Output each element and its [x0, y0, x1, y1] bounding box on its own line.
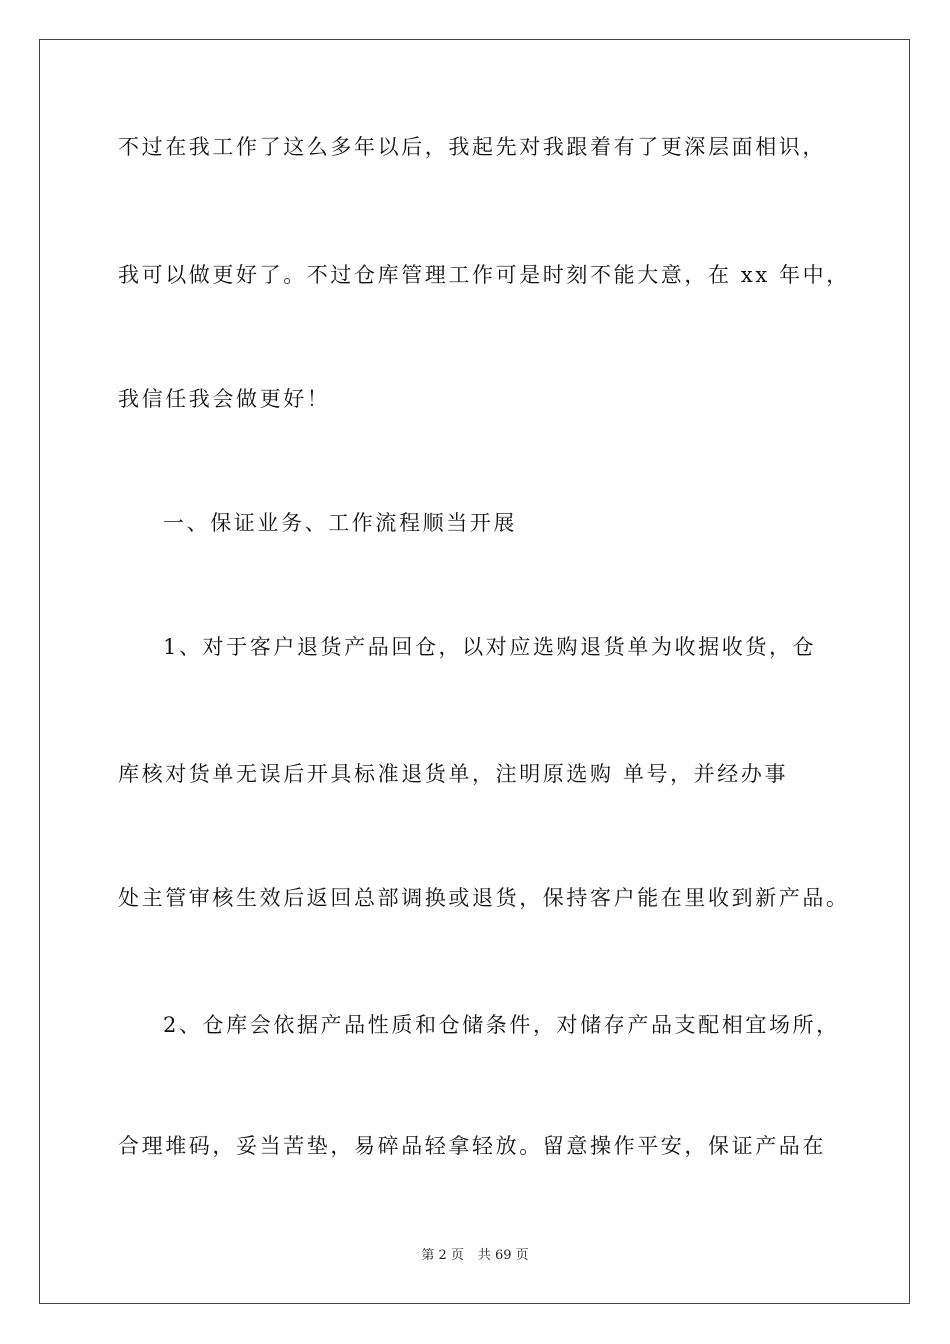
page-border — [39, 39, 910, 1304]
paragraph-line-1: 不过在我工作了这么多年以后，我起先对我跟着有了更深层面相识， — [118, 135, 826, 159]
paragraph-line-2: 我可以做更好了。不过仓库管理工作可是时刻不能大意，在 xx 年中， — [118, 263, 850, 287]
page-footer — [0, 1247, 950, 1265]
page-total: 共 69 页 — [477, 1248, 529, 1263]
paragraph-line-3: 我信任我会做更好！ — [118, 387, 331, 411]
page-number: 第 2 页 — [421, 1248, 464, 1263]
paragraph-line-7: 处主管审核生效后返回总部调换或退货，保持客户能在里收到新产品。 — [118, 886, 850, 910]
paragraph-line-5: 1、对于客户退货产品回仓，以对应选购退货单为收据收货，仓 — [163, 635, 817, 659]
paragraph-line-9: 合理堆码，妥当苦垫，易碎品轻拿轻放。留意操作平安，保证产品在 — [118, 1134, 826, 1158]
paragraph-line-8: 2、仓库会依据产品性质和仓储条件，对储存产品支配相宜场所， — [163, 1013, 840, 1037]
section-heading: 一、保证业务、工作流程顺当开展 — [163, 511, 517, 535]
paragraph-line-6: 库核对货单无误后开具标准退货单，注明原选购 单号，并经办事 — [118, 762, 789, 786]
